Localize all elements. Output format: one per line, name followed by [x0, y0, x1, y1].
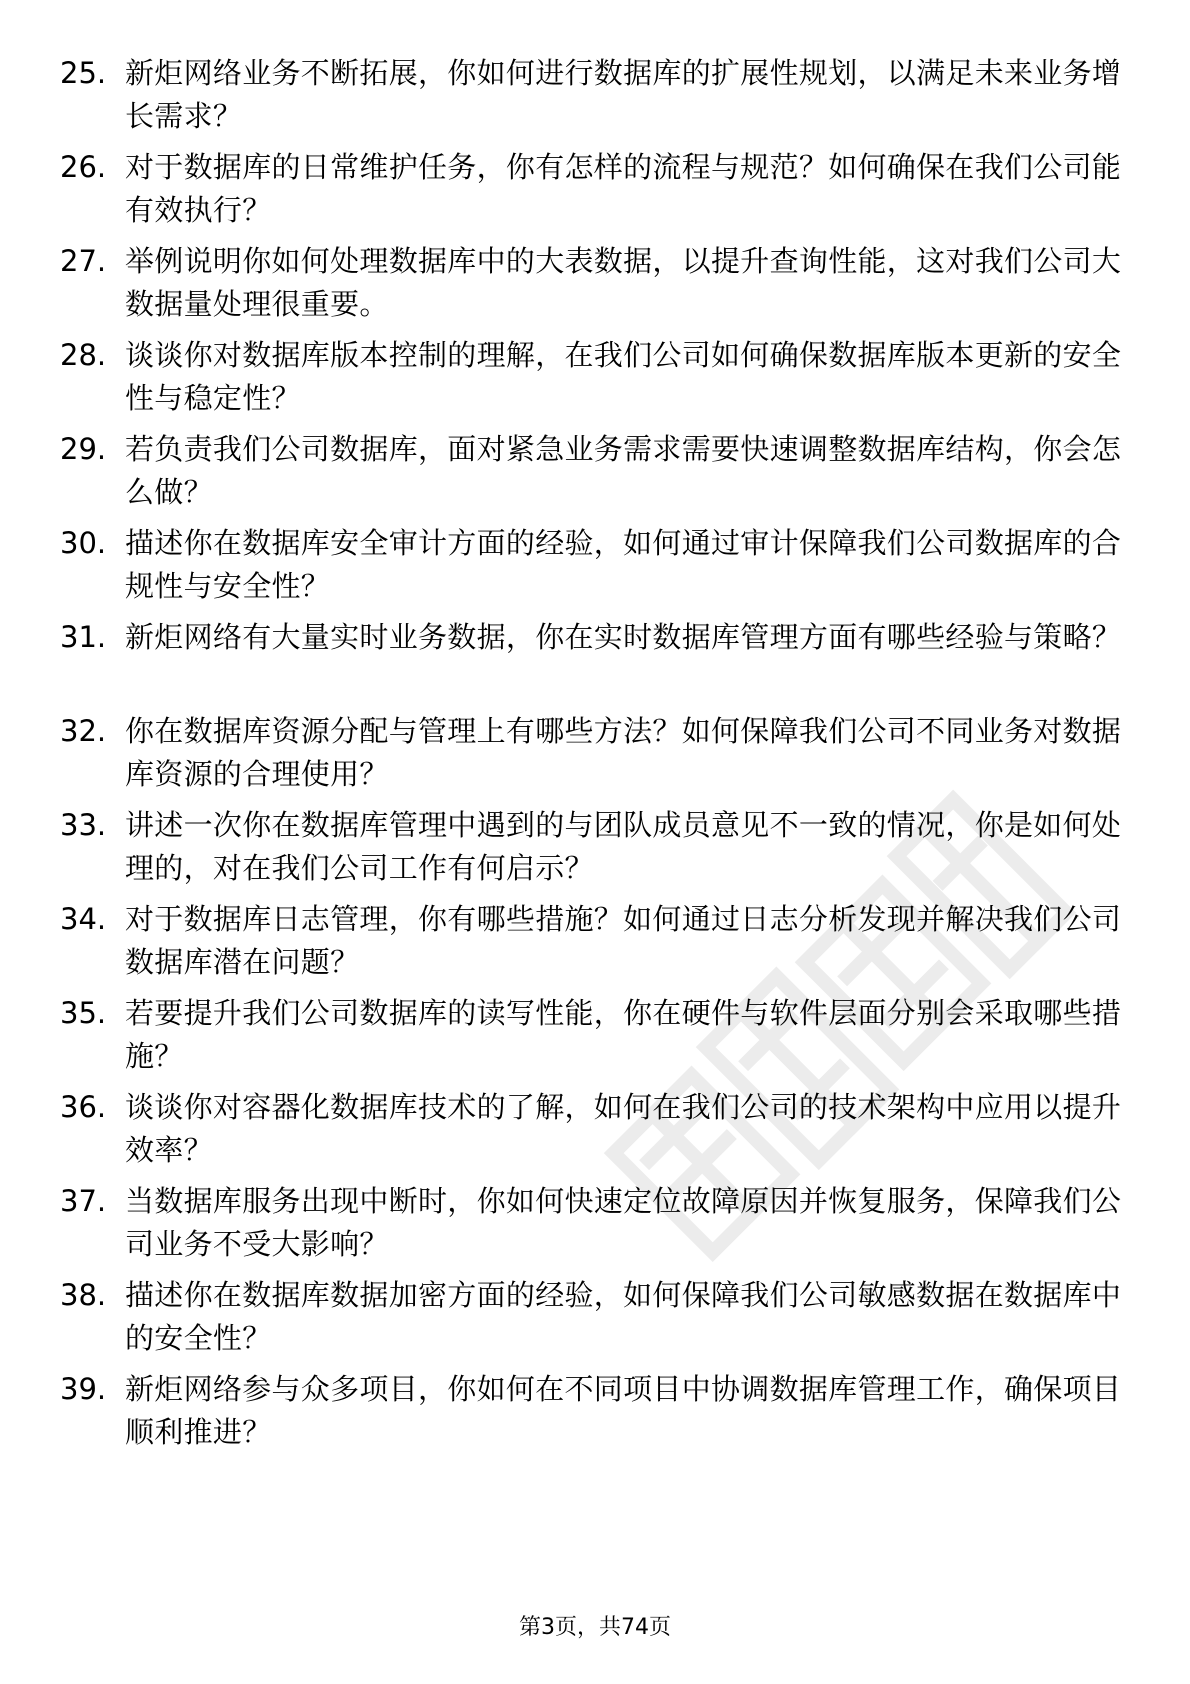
question-text: 你在数据库资源分配与管理上有哪些方法？如何保障我们公司不同业务对数据库资源的合理使用？: [125, 714, 1122, 791]
question-number: 34.: [60, 902, 107, 936]
question-item: [60, 240, 1130, 334]
question-item: [60, 522, 1130, 616]
question-item: [60, 1086, 1130, 1180]
question-number: 32.: [60, 714, 107, 748]
question-text: 新炬网络有大量实时业务数据，你在实时数据库管理方面有哪些经验与策略？: [125, 620, 1122, 654]
question-text: 若负责我们公司数据库，面对紧急业务需求需要快速调整数据库结构，你会怎么做？: [125, 432, 1122, 509]
question-item: [60, 428, 1130, 522]
question-item: [60, 146, 1130, 240]
question-text: 新炬网络参与众多项目，你如何在不同项目中协调数据库管理工作，确保项目顺利推进？: [125, 1372, 1122, 1449]
question-list: [60, 52, 1130, 1462]
question-text: 当数据库服务出现中断时，你如何快速定位故障原因并恢复服务，保障我们公司业务不受大影响？: [125, 1184, 1122, 1261]
question-number: 37.: [60, 1184, 107, 1218]
question-text: 对于数据库的日常维护任务，你有怎样的流程与规范？如何确保在我们公司能有效执行？: [125, 150, 1122, 227]
page-number-footer: 第3页，共74页: [519, 1615, 671, 1640]
question-item: [60, 52, 1130, 146]
question-number: 35.: [60, 996, 107, 1030]
question-item: [60, 616, 1130, 710]
question-text: 谈谈你对数据库版本控制的理解，在我们公司如何确保数据库版本更新的安全性与稳定性？: [125, 338, 1122, 415]
question-item: [60, 334, 1130, 428]
question-text: 对于数据库日志管理，你有哪些措施？如何通过日志分析发现并解决我们公司数据库潜在问题？: [125, 902, 1122, 979]
question-number: 38.: [60, 1278, 107, 1312]
question-number: 26.: [60, 150, 107, 184]
question-item: [60, 1180, 1130, 1274]
question-text: 新炬网络业务不断拓展，你如何进行数据库的扩展性规划，以满足未来业务增长需求？: [125, 56, 1122, 133]
question-number: 27.: [60, 244, 107, 278]
question-item: [60, 1274, 1130, 1368]
question-text: 若要提升我们公司数据库的读写性能，你在硬件与软件层面分别会采取哪些措施？: [125, 996, 1122, 1073]
question-number: 30.: [60, 526, 107, 560]
question-number: 36.: [60, 1090, 107, 1124]
question-number: 31.: [60, 620, 107, 654]
question-item: [60, 1368, 1130, 1462]
question-item: [60, 898, 1130, 992]
question-item: [60, 710, 1130, 804]
question-number: 28.: [60, 338, 107, 372]
question-number: 33.: [60, 808, 107, 842]
question-number: 29.: [60, 432, 107, 466]
question-text: 举例说明你如何处理数据库中的大表数据，以提升查询性能，这对我们公司大数据量处理很重要。: [125, 244, 1122, 321]
question-number: 25.: [60, 56, 107, 90]
question-item: [60, 992, 1130, 1086]
question-item: [60, 804, 1130, 898]
question-text: 谈谈你对容器化数据库技术的了解，如何在我们公司的技术架构中应用以提升效率？: [125, 1090, 1122, 1167]
question-text: 描述你在数据库安全审计方面的经验，如何通过审计保障我们公司数据库的合规性与安全性？: [125, 526, 1122, 603]
question-text: 讲述一次你在数据库管理中遇到的与团队成员意见不一致的情况，你是如何处理的，对在我们公司工作有何启示？: [125, 808, 1122, 885]
question-number: 39.: [60, 1372, 107, 1406]
question-text: 描述你在数据库数据加密方面的经验，如何保障我们公司敏感数据在数据库中的安全性？: [125, 1278, 1122, 1355]
